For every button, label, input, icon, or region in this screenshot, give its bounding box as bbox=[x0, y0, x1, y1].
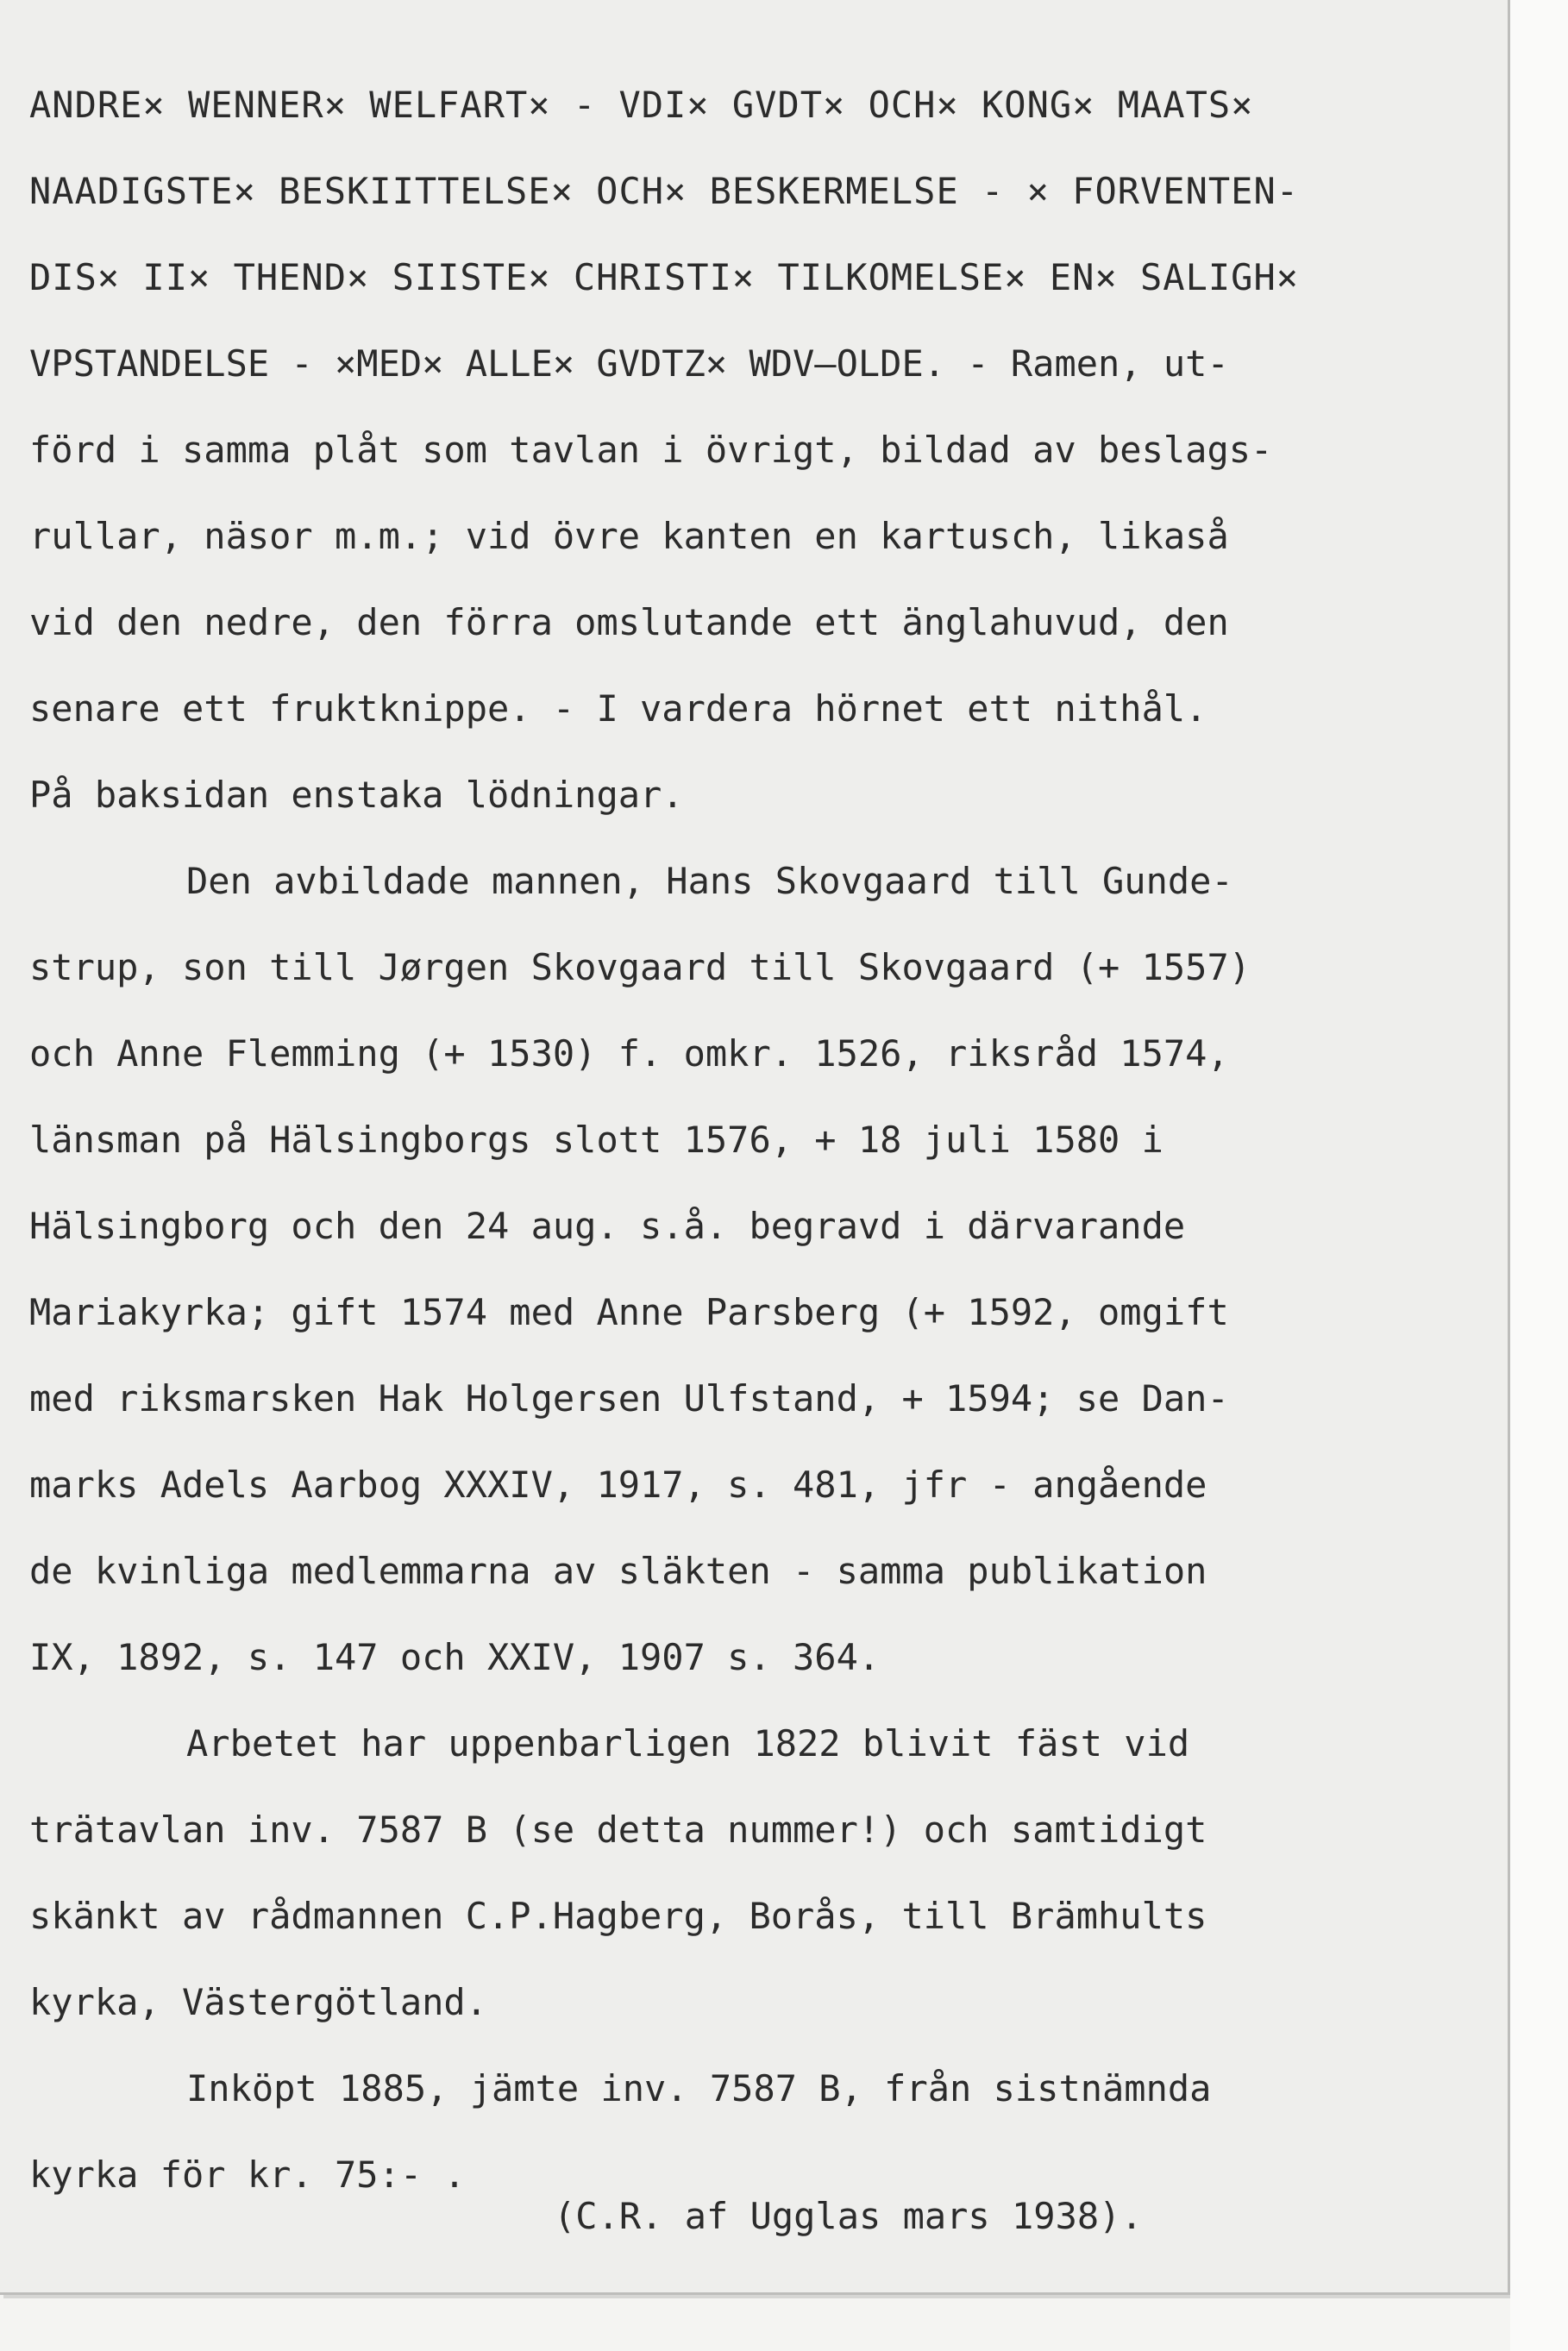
text-line: Hälsingborg och den 24 aug. s.å. begravd i därvarande bbox=[29, 1205, 1186, 1247]
scan-margin bbox=[1510, 0, 1568, 2351]
text-line: och Anne Flemming (+ 1530) f. omkr. 1526, riksråd 1574, bbox=[29, 1032, 1229, 1075]
text-line: skänkt av rådmannen C.P.Hagberg, Borås, till Brämhults bbox=[29, 1895, 1207, 1937]
text-line: DIS× II× THEND× SIISTE× CHRISTI× TILKOMELSE× EN× SALIGH× bbox=[29, 256, 1300, 298]
text-line: förd i samma plåt som tavlan i övrigt, bildad av beslags- bbox=[29, 429, 1273, 471]
text-line: kyrka för kr. 75:- . bbox=[29, 2154, 466, 2196]
text-line: NAADIGSTE× BESKIITTELSE× OCH× BESKERMELSE - × FORVENTEN- bbox=[29, 170, 1300, 212]
text-line: trätavlan inv. 7587 B (se detta nummer!) och samtidigt bbox=[29, 1809, 1207, 1851]
text-line: marks Adels Aarbog XXXIV, 1917, s. 481, jfr - angående bbox=[29, 1464, 1207, 1506]
text-line: strup, son till Jørgen Skovgaard till Skovgaard (+ 1557) bbox=[29, 946, 1251, 988]
typewritten-text bbox=[29, 62, 1496, 2241]
text-line: IX, 1892, s. 147 och XXIV, 1907 s. 364. bbox=[29, 1636, 881, 1678]
text-line: senare ett fruktknippe. - I vardera hörnet ett nithål. bbox=[29, 687, 1207, 730]
text-line: VPSTANDELSE - ×MED× ALLE× GVDTZ× WDV—OLDE. - Ramen, ut- bbox=[29, 342, 1229, 385]
signature-line: (C.R. af Ugglas mars 1938). bbox=[554, 2195, 1143, 2237]
text-line: ANDRE× WENNER× WELFART× - VDI× GVDT× OCH× KONG× MAATS× bbox=[29, 84, 1254, 126]
text-line: med riksmarsken Hak Holgersen Ulfstand, + 1594; se Dan- bbox=[29, 1377, 1229, 1420]
text-line: rullar, näsor m.m.; vid övre kanten en kartusch, likaså bbox=[29, 515, 1229, 557]
paragraph-start-line: Arbetet har uppenbarligen 1822 blivit fäst vid bbox=[186, 1722, 1190, 1765]
text-line: Mariakyrka; gift 1574 med Anne Parsberg (+ 1592, omgift bbox=[29, 1291, 1229, 1333]
text-line: vid den nedre, den förra omslutande ett änglahuvud, den bbox=[29, 601, 1229, 643]
text-line: På baksidan enstaka lödningar. bbox=[29, 774, 684, 816]
paragraph-start-line: Den avbildade mannen, Hans Skovgaard till Gunde- bbox=[186, 860, 1233, 902]
text-line: de kvinliga medlemmarna av släkten - samma publikation bbox=[29, 1550, 1207, 1592]
text-line: länsman på Hälsingborgs slott 1576, + 18 juli 1580 i bbox=[29, 1119, 1163, 1161]
paragraph-start-line: Inköpt 1885, jämte inv. 7587 B, från sistnämnda bbox=[186, 2067, 1212, 2110]
text-line: kyrka, Västergötland. bbox=[29, 1981, 488, 2023]
